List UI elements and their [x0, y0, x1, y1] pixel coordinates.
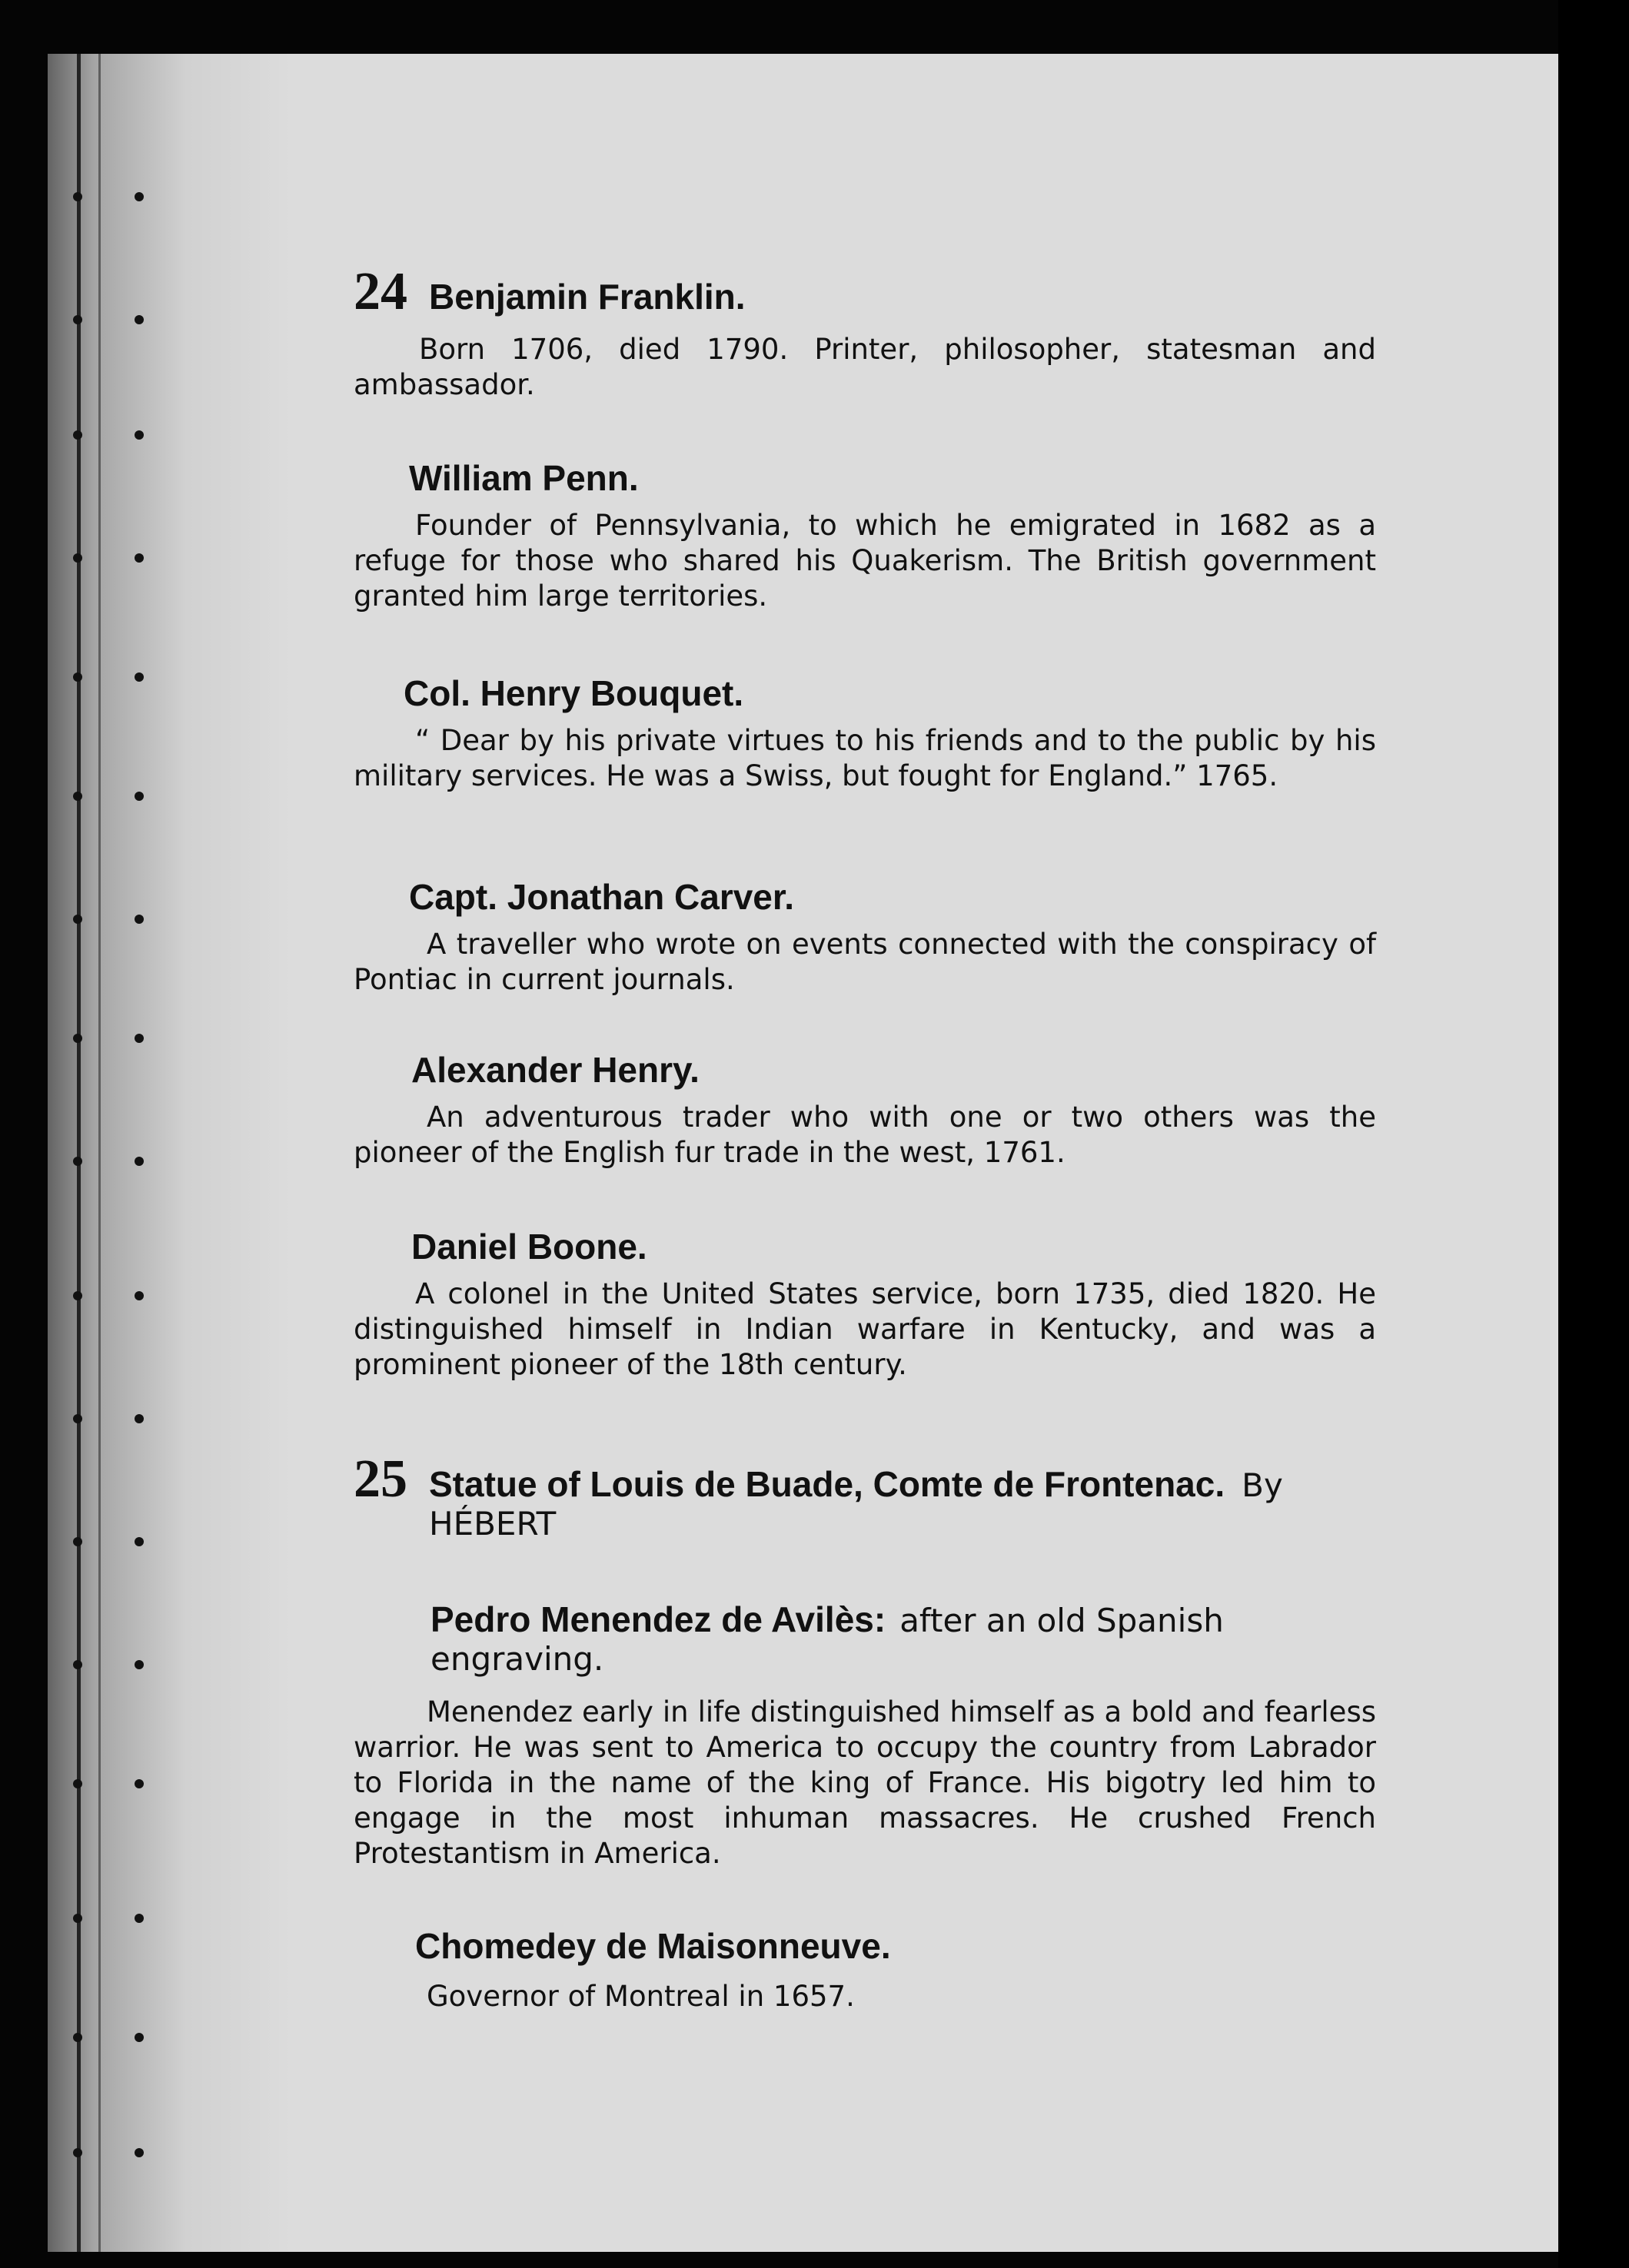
entry-benjamin-franklin: [354, 261, 1376, 403]
binding-hole: [73, 1414, 82, 1423]
binding-hole: [73, 1157, 82, 1166]
binding-hole: [135, 2033, 144, 2042]
binding-hole: [73, 192, 82, 201]
binding-hole: [135, 553, 144, 563]
entry-daniel-boone: [354, 1226, 1376, 1383]
binding-hole: [73, 672, 82, 682]
binding-hole: [135, 1660, 144, 1669]
entry-body: A traveller who wrote on events connected with the conspiracy of Pontiac in current journals.: [354, 928, 1376, 996]
binding-hole: [73, 2148, 82, 2157]
binding-hole: [135, 915, 144, 924]
entry-body: Menendez early in life distinguished himself as a bold and fearless warrior. He was sent to America to occupy the country from Labrador to Florida in the name of the king of France. His bigotry led him to engage in the most inhuman massacres. He crushed French Protestantism in America.: [354, 1695, 1376, 1870]
entry-heading: Col. Henry Bouquet.: [404, 673, 744, 713]
entry-heading: Capt. Jonathan Carver.: [409, 877, 795, 917]
entry-heading: Pedro Menendez de Avilès:: [431, 1599, 886, 1639]
binding-hole: [135, 192, 144, 201]
entry-subtitle: after an old Spanish engraving.: [431, 1602, 1224, 1678]
binding-hole: [73, 430, 82, 440]
binding-hole: [135, 1157, 144, 1166]
entry-body: Founder of Pennsylvania, to which he emigrated in 1682 as a refuge for those who shared his Quakerism. The British government granted him large territories.: [354, 509, 1376, 613]
entry-body: A colonel in the United States service, born 1735, died 1820. He distinguished himself in Indian warfare in Kentucky, and was a prominent pioneer of the 18th century.: [354, 1277, 1376, 1381]
binding-hole: [73, 315, 82, 324]
entry-body: Born 1706, died 1790. Printer, philosopher, statesman and ambassador.: [354, 333, 1376, 401]
entry-alexander-henry: [354, 1049, 1376, 1171]
binding-hole: [135, 1779, 144, 1788]
entry-maisonneuve: [354, 1925, 1376, 2014]
entry-attribution: By HÉBERT: [429, 1466, 1283, 1542]
binding-hole: [73, 2033, 82, 2042]
binding-hole: [135, 1034, 144, 1043]
binding-hole: [73, 1660, 82, 1669]
binding-hole: [73, 1914, 82, 1923]
binding-hole: [73, 915, 82, 924]
binding-hole: [73, 792, 82, 801]
entry-jonathan-carver: [354, 876, 1376, 998]
entry-body: Governor of Montreal in 1657.: [427, 1980, 855, 2013]
binding-hole: [135, 1291, 144, 1300]
binding-hole: [135, 1414, 144, 1423]
binding-hole: [73, 1537, 82, 1546]
entry-william-penn: [354, 457, 1376, 614]
binding-hole: [73, 1779, 82, 1788]
binding-hole: [135, 1914, 144, 1923]
entry-frontenac-statue: [354, 1449, 1376, 1542]
plate-number: 25: [354, 1449, 407, 1509]
binding-hole: [135, 672, 144, 682]
binding-hole: [135, 2148, 144, 2157]
binding-line-inner: [98, 54, 101, 2252]
binding-hole: [135, 315, 144, 324]
entry-heading: Benjamin Franklin.: [429, 277, 746, 317]
entry-heading: Daniel Boone.: [411, 1227, 647, 1267]
entry-body: “ Dear by his private virtues to his friends and to the public by his military services. He was a Swiss, but fought for England.” 1765.: [354, 724, 1376, 792]
entry-heading: Chomedey de Maisonneuve.: [415, 1926, 891, 1966]
entry-body: An adventurous trader who with one or two others was the pioneer of the English fur trade in the west, 1761.: [354, 1101, 1376, 1169]
entry-heading: Alexander Henry.: [411, 1050, 700, 1090]
binding-hole: [73, 1291, 82, 1300]
scan-border: [1558, 0, 1629, 2268]
entry-heading: William Penn.: [409, 458, 639, 498]
binding-hole: [73, 1034, 82, 1043]
binding-hole: [135, 1537, 144, 1546]
entry-pedro-menendez: [354, 1599, 1376, 1871]
binding-hole: [135, 430, 144, 440]
binding-hole: [135, 792, 144, 801]
entry-heading: Statue of Louis de Buade, Comte de Frontenac.: [429, 1464, 1225, 1504]
plate-number: 24: [354, 262, 407, 321]
binding-hole: [73, 553, 82, 563]
entry-henry-bouquet: [354, 672, 1376, 794]
